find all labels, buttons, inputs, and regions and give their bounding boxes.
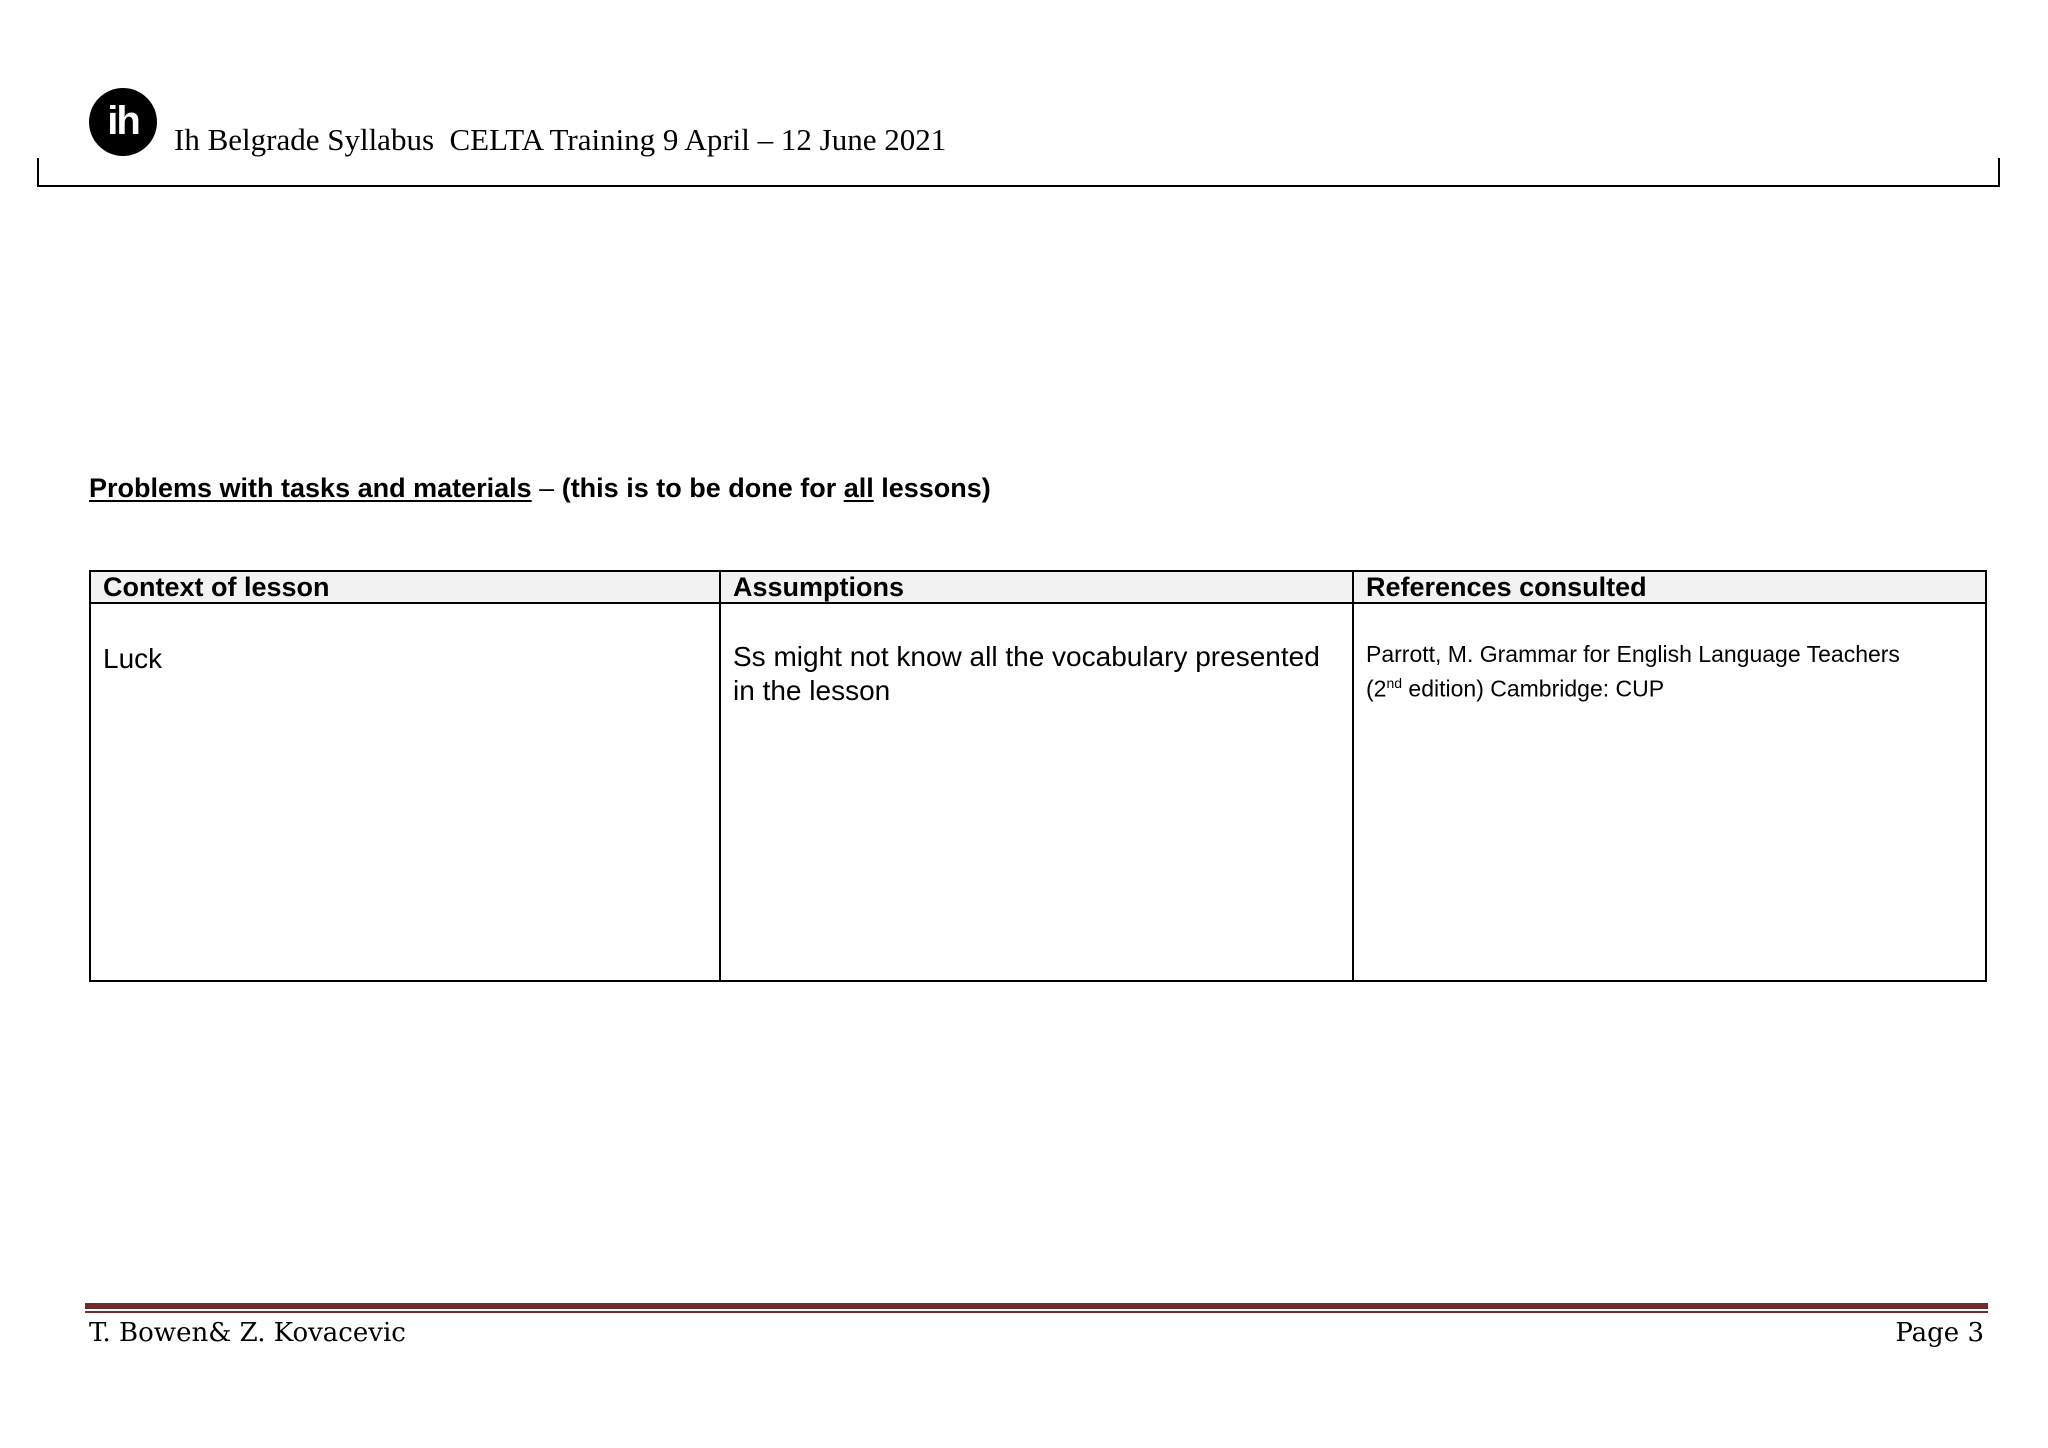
context-text: Luck: [103, 643, 163, 674]
section-heading-paren-close: lessons): [873, 473, 991, 503]
section-heading-main: Problems with tasks and materials: [89, 473, 532, 503]
section-heading-dash: –: [531, 473, 562, 503]
references-paren-open: (2: [1366, 675, 1387, 702]
footer-rule-thick: [85, 1303, 1988, 1309]
references-line1: Parrott, M. Grammar for English Language Teachers: [1366, 641, 1900, 667]
assumptions-text: Ss might not know all the vocabulary presented in the lesson: [733, 641, 1320, 706]
table-row: [90, 603, 1986, 981]
references-rest: edition) Cambridge: CUP: [1402, 675, 1665, 702]
section-heading-paren-open: (this is to be done for: [561, 473, 844, 503]
ih-logo: ih: [89, 88, 157, 156]
references-sup: nd: [1386, 675, 1403, 691]
footer-page-number: Page 3: [1895, 1318, 1984, 1348]
footer-authors: T. Bowen& Z. Kovacevic: [89, 1318, 406, 1348]
header-title: Ih Belgrade Syllabus CELTA Training 9 April – 12 June 2021: [174, 122, 947, 157]
cell-assumptions: [720, 603, 1353, 981]
footer-rule-thin: [85, 1311, 1988, 1313]
section-heading-all: all: [843, 473, 874, 503]
lesson-plan-table: [89, 570, 1987, 982]
header-assumptions: Assumptions: [720, 571, 1353, 603]
table-header-row: [90, 571, 1986, 603]
header-rule: [37, 158, 2000, 187]
cell-context: [90, 603, 720, 981]
header-context: Context of lesson: [90, 571, 720, 603]
header-references: References consulted: [1353, 571, 1986, 603]
cell-references: [1353, 603, 1986, 981]
section-heading: [89, 473, 991, 504]
